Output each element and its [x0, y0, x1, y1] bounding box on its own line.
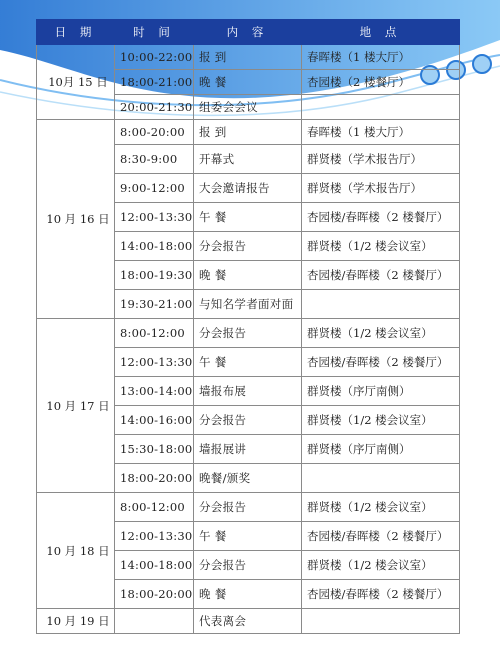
table-row: [37, 493, 460, 522]
event-cell: 晚 餐: [194, 261, 302, 290]
time-cell: 18:00-21:00: [115, 70, 194, 95]
event-cell: 墙报展讲: [194, 435, 302, 464]
place-cell: 春晖楼（1 楼大厅）: [302, 120, 460, 145]
event-cell: 开幕式: [194, 145, 302, 174]
event-cell: 组委会会议: [194, 95, 302, 120]
event-cell: 墙报布展: [194, 377, 302, 406]
place-cell: 群贤楼（1/2 楼会议室）: [302, 551, 460, 580]
header-date: 日 期: [37, 20, 115, 45]
place-cell: 群贤楼（1/2 楼会议室）: [302, 406, 460, 435]
event-cell: 分会报告: [194, 319, 302, 348]
place-cell: [302, 464, 460, 493]
schedule-table: [36, 19, 460, 634]
event-cell: 分会报告: [194, 406, 302, 435]
event-cell: 大会邀请报告: [194, 174, 302, 203]
event-cell: 与知名学者面对面: [194, 290, 302, 319]
time-cell: 8:00-20:00: [115, 120, 194, 145]
event-cell: 代表离会: [194, 609, 302, 634]
event-cell: 午 餐: [194, 522, 302, 551]
table-row: [37, 45, 460, 70]
place-cell: 杏园楼（2 楼餐厅）: [302, 70, 460, 95]
place-cell: 杏园楼/春晖楼（2 楼餐厅）: [302, 203, 460, 232]
time-cell: 14:00-16:00: [115, 406, 194, 435]
table-row: [37, 120, 460, 145]
time-cell: 12:00-13:30: [115, 203, 194, 232]
day-date-cell: 10 月 17 日: [37, 319, 115, 493]
event-cell: 分会报告: [194, 551, 302, 580]
event-cell: 晚 餐: [194, 70, 302, 95]
time-cell: [115, 609, 194, 634]
place-cell: 春晖楼（1 楼大厅）: [302, 45, 460, 70]
place-cell: 杏园楼/春晖楼（2 楼餐厅）: [302, 522, 460, 551]
place-cell: [302, 290, 460, 319]
header-event: 内 容: [194, 20, 302, 45]
time-cell: 19:30-21:00: [115, 290, 194, 319]
place-cell: 群贤楼（1/2 楼会议室）: [302, 319, 460, 348]
event-cell: 分会报告: [194, 232, 302, 261]
time-cell: 15:30-18:00: [115, 435, 194, 464]
event-cell: 报 到: [194, 45, 302, 70]
day-date-cell: 10月 15 日: [37, 45, 115, 120]
time-cell: 9:00-12:00: [115, 174, 194, 203]
event-cell: 晚餐/颁奖: [194, 464, 302, 493]
event-cell: 晚 餐: [194, 580, 302, 609]
event-cell: 午 餐: [194, 203, 302, 232]
time-cell: 12:00-13:30: [115, 348, 194, 377]
time-cell: 10:00-22:00: [115, 45, 194, 70]
place-cell: 群贤楼（1/2 楼会议室）: [302, 232, 460, 261]
time-cell: 20:00-21:30: [115, 95, 194, 120]
event-cell: 分会报告: [194, 493, 302, 522]
place-cell: 杏园楼/春晖楼（2 楼餐厅）: [302, 348, 460, 377]
place-cell: 群贤楼（1/2 楼会议室）: [302, 493, 460, 522]
place-cell: 群贤楼（序厅南侧）: [302, 377, 460, 406]
place-cell: 杏园楼/春晖楼（2 楼餐厅）: [302, 261, 460, 290]
day-date-cell: 10 月 19 日: [37, 609, 115, 634]
event-cell: 午 餐: [194, 348, 302, 377]
table-header-row: [37, 20, 460, 45]
table-row: [37, 319, 460, 348]
table-row: [37, 609, 460, 634]
time-cell: 18:00-20:00: [115, 464, 194, 493]
day-date-cell: 10 月 18 日: [37, 493, 115, 609]
day-date-cell: 10 月 16 日: [37, 120, 115, 319]
time-cell: 8:30-9:00: [115, 145, 194, 174]
time-cell: 18:00-20:00: [115, 580, 194, 609]
place-cell: [302, 95, 460, 120]
event-cell: 报 到: [194, 120, 302, 145]
time-cell: 13:00-14:00: [115, 377, 194, 406]
schedule-body: [37, 45, 460, 634]
place-cell: [302, 609, 460, 634]
place-cell: 群贤楼（学术报告厅）: [302, 145, 460, 174]
header-place: 地 点: [302, 20, 460, 45]
time-cell: 8:00-12:00: [115, 319, 194, 348]
time-cell: 12:00-13:30: [115, 522, 194, 551]
time-cell: 14:00-18:00: [115, 551, 194, 580]
time-cell: 8:00-12:00: [115, 493, 194, 522]
place-cell: 群贤楼（学术报告厅）: [302, 174, 460, 203]
place-cell: 杏园楼/春晖楼（2 楼餐厅）: [302, 580, 460, 609]
header-time: 时 间: [115, 20, 194, 45]
time-cell: 18:00-19:30: [115, 261, 194, 290]
place-cell: 群贤楼（序厅南侧）: [302, 435, 460, 464]
time-cell: 14:00-18:00: [115, 232, 194, 261]
